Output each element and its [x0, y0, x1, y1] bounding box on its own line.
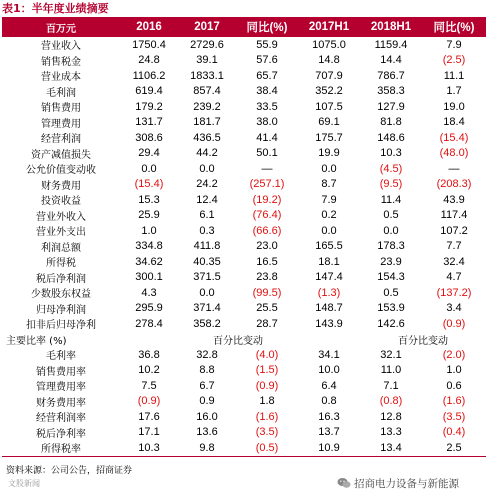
- table-cell: 0.3: [199, 224, 215, 237]
- table-cell: 50.1: [256, 147, 278, 160]
- ratio-section-header: [2, 332, 486, 348]
- brand-name: 招商电力设备与新能源: [354, 478, 459, 490]
- table-cell: (208.3): [436, 178, 472, 191]
- table-cell: 34.62: [135, 255, 163, 268]
- table-cell: 300.1: [135, 271, 163, 284]
- table-cell: (0.9): [137, 395, 161, 408]
- header-2017h1: 2017H1: [298, 17, 360, 37]
- table-cell: 154.3: [377, 271, 405, 284]
- table-cell: (137.2): [436, 286, 472, 299]
- table-cell: 39.1: [196, 54, 218, 67]
- table-cell: 38.4: [256, 85, 278, 98]
- table-cell: 6.7: [199, 379, 215, 392]
- table-cell: 10.0: [318, 364, 340, 377]
- table-cell: 24.2: [196, 178, 218, 191]
- table-cell: 358.3: [377, 85, 405, 98]
- table-cell: 41.4: [256, 131, 278, 144]
- table-cell: 23.0: [256, 240, 278, 253]
- footer-bar: [0, 476, 488, 492]
- table-row: [2, 285, 486, 301]
- row-label: 利润总额: [41, 242, 81, 254]
- table-cell: 25.5: [256, 302, 278, 315]
- table-cell: 143.9: [315, 317, 343, 330]
- table-row: [2, 177, 486, 193]
- table-cell: 178.3: [377, 240, 405, 253]
- table-cell: 29.4: [138, 147, 160, 160]
- row-label: 经营利润率: [36, 413, 86, 425]
- table-cell: 18.4: [443, 116, 465, 129]
- table-cell: (1.3): [317, 286, 341, 299]
- table-cell: 334.8: [135, 240, 163, 253]
- table-cell: 1075.0: [312, 38, 346, 51]
- watermark: 文股新闻: [8, 479, 40, 488]
- ratio-change-label-half: 百分比变动: [398, 335, 448, 347]
- table-cell: 16.0: [196, 410, 218, 423]
- table-cell: 239.2: [193, 100, 221, 113]
- table-cell: 0.0: [141, 162, 157, 175]
- table-cell: 142.6: [377, 317, 405, 330]
- table-cell: (257.1): [249, 178, 285, 191]
- header-unit: 百万元: [2, 17, 120, 37]
- table-cell: (1.6): [442, 395, 466, 408]
- table-cell: 9.8: [178, 440, 236, 456]
- table-cell: 4.7: [446, 271, 462, 284]
- ratio-row: [2, 378, 486, 394]
- table-cell: 32.4: [443, 255, 465, 268]
- row-label: 销售费用: [41, 103, 81, 115]
- table-cell: 4.3: [141, 286, 157, 299]
- table-cell: (0.8): [379, 395, 403, 408]
- table-cell: 23.9: [380, 255, 402, 268]
- table-cell: 278.4: [135, 317, 163, 330]
- blank-cell: [120, 332, 178, 348]
- table-row: [2, 254, 486, 270]
- table-cell: —: [448, 162, 460, 175]
- table-cell: 43.9: [443, 193, 465, 206]
- header-2018h1: 2018H1: [360, 17, 422, 37]
- table-cell: 308.6: [135, 131, 163, 144]
- table-cell: 0.5: [383, 209, 399, 222]
- ratio-change-label-annual: 百分比变动: [213, 335, 263, 347]
- table-cell: 8.7: [321, 178, 337, 191]
- table-cell: 13.3: [380, 426, 402, 439]
- table-cell: 81.8: [380, 116, 402, 129]
- row-label: 税后净利率: [36, 428, 86, 440]
- table-cell: 358.2: [193, 317, 221, 330]
- table-cell: 352.2: [315, 85, 343, 98]
- table-cell: 6.1: [199, 209, 215, 222]
- table-cell: 179.2: [135, 100, 163, 113]
- table-cell: 131.7: [135, 116, 163, 129]
- table-cell: 33.5: [256, 100, 278, 113]
- table-row: [2, 146, 486, 162]
- table-cell: 175.7: [315, 131, 343, 144]
- ratio-row: [2, 440, 486, 456]
- table-cell: 147.4: [315, 271, 343, 284]
- ratio-row: [2, 409, 486, 425]
- table-cell: 1.8: [259, 395, 275, 408]
- table-cell: (4.5): [379, 162, 403, 175]
- row-label: 营业外收入: [36, 211, 86, 223]
- table-cell: 11.0: [380, 364, 402, 377]
- row-label: 销售费用率: [36, 366, 86, 378]
- table-title: 表1：半年度业绩摘要: [2, 2, 109, 15]
- table-cell: 0.2: [321, 209, 337, 222]
- table-cell: 6.4: [321, 379, 337, 392]
- table-cell: 13.7: [318, 426, 340, 439]
- table-cell: (15.4): [439, 131, 469, 144]
- table-row: [2, 208, 486, 224]
- table-cell: 16.5: [256, 255, 278, 268]
- row-label: 投资收益: [41, 196, 81, 208]
- row-label: 财务费用: [41, 180, 81, 192]
- table-cell: (19.2): [252, 193, 282, 206]
- row-label: 管理费用: [41, 118, 81, 130]
- table-cell: 295.9: [135, 302, 163, 315]
- table-cell: 1.0: [141, 224, 157, 237]
- table-cell: (3.5): [255, 426, 279, 439]
- table-row: [2, 68, 486, 84]
- table-cell: 10.2: [138, 364, 160, 377]
- table-cell: 707.9: [315, 69, 343, 82]
- table-cell: (4.0): [255, 348, 279, 361]
- table-cell: 40.35: [193, 255, 221, 268]
- table-cell: 10.3: [120, 440, 178, 456]
- table-cell: (3.5): [442, 410, 466, 423]
- table-cell: 17.1: [138, 426, 160, 439]
- table-cell: (15.4): [134, 178, 164, 191]
- table-cell: 11.1: [443, 69, 465, 82]
- table-cell: 69.1: [318, 116, 340, 129]
- table-cell: (0.5): [236, 440, 298, 456]
- table-row: [2, 53, 486, 69]
- table-cell: 11.4: [380, 193, 402, 206]
- table-cell: 619.4: [135, 85, 163, 98]
- table-cell: 18.1: [318, 255, 340, 268]
- header-yoy-half: 同比(%): [422, 17, 486, 37]
- table-cell: 65.7: [256, 69, 278, 82]
- table-cell: 44.2: [196, 147, 218, 160]
- header-2016: 2016: [120, 17, 178, 37]
- table-cell: 1750.4: [132, 38, 166, 51]
- table-cell: (99.5): [252, 286, 282, 299]
- table-row: [2, 99, 486, 115]
- table-cell: 857.4: [193, 85, 221, 98]
- table-cell: 13.6: [196, 426, 218, 439]
- table-cell: 17.6: [138, 410, 160, 423]
- table-cell: 0.9: [199, 395, 215, 408]
- table-cell: 16.3: [318, 410, 340, 423]
- table-cell: 1159.4: [374, 38, 408, 51]
- table-cell: 2.5: [422, 440, 486, 456]
- table-cell: 25.9: [138, 209, 160, 222]
- table-cell: 19.9: [318, 147, 340, 160]
- table-cell: 32.1: [380, 348, 402, 361]
- header-yoy-annual: 同比(%): [236, 17, 298, 37]
- row-label: 管理费用率: [36, 382, 86, 394]
- table-cell: 7.7: [446, 240, 462, 253]
- table-body: [2, 37, 486, 456]
- ratio-row: [2, 425, 486, 441]
- table-cell: 107.5: [315, 100, 343, 113]
- table-cell: 32.8: [196, 348, 218, 361]
- row-label: 所得税率: [2, 440, 120, 456]
- row-label: 销售税金: [41, 56, 81, 68]
- table-cell: 153.9: [377, 302, 405, 315]
- table-row: [2, 301, 486, 317]
- table-cell: 436.5: [193, 131, 221, 144]
- financial-summary-table: [2, 17, 486, 457]
- table-cell: 0.0: [321, 224, 337, 237]
- table-cell: 2729.6: [190, 38, 224, 51]
- table-cell: 786.7: [377, 69, 405, 82]
- table-cell: 12.8: [380, 410, 402, 423]
- table-cell: (76.4): [252, 209, 282, 222]
- row-label: 扣非后归母净利: [26, 320, 96, 332]
- table-cell: 34.1: [318, 348, 340, 361]
- table-cell: 0.0: [199, 162, 215, 175]
- table-cell: —: [261, 162, 273, 175]
- table-cell: 0.6: [446, 379, 462, 392]
- table-cell: 14.4: [380, 54, 402, 67]
- table-cell: (0.9): [442, 317, 466, 330]
- row-label: 营业收入: [41, 41, 81, 53]
- table-cell: 148.7: [315, 302, 343, 315]
- table-cell: (0.4): [442, 426, 466, 439]
- table-cell: 7.1: [383, 379, 399, 392]
- table-cell: (2.0): [442, 348, 466, 361]
- wechat-icon: [337, 477, 351, 489]
- table-cell: 0.0: [383, 224, 399, 237]
- table-cell: 3.4: [446, 302, 462, 315]
- row-label: 财务费用率: [36, 397, 86, 409]
- row-label: 资产减值损失: [31, 149, 91, 161]
- table-cell: 15.3: [138, 193, 160, 206]
- table-cell: 411.8: [193, 240, 221, 253]
- table-cell: 7.9: [446, 38, 462, 51]
- table-cell: 117.4: [440, 209, 468, 222]
- table-row: [2, 37, 486, 53]
- table-row: [2, 223, 486, 239]
- table-cell: 165.5: [315, 240, 343, 253]
- table-cell: 7.9: [321, 193, 337, 206]
- table-cell: (1.6): [255, 410, 279, 423]
- ratio-section-label: 主要比率 (%): [6, 335, 67, 347]
- row-label: 归母净利润: [36, 304, 86, 316]
- table-cell: 0.5: [383, 286, 399, 299]
- table-cell: (0.9): [255, 379, 279, 392]
- table-cell: 1.0: [446, 364, 462, 377]
- ratio-row: [2, 363, 486, 379]
- table-cell: 12.4: [196, 193, 218, 206]
- table-row: [2, 316, 486, 332]
- table-cell: 1.7: [446, 85, 462, 98]
- row-label: 毛利率: [46, 351, 76, 363]
- table-cell: 55.9: [256, 38, 278, 51]
- table-cell: (66.6): [252, 224, 282, 237]
- table-row: [2, 130, 486, 146]
- table-cell: (48.0): [439, 147, 469, 160]
- table-cell: 13.4: [360, 440, 422, 456]
- ratio-row: [2, 347, 486, 363]
- row-label: 经营利润: [41, 134, 81, 146]
- table-row: [2, 192, 486, 208]
- row-label: 税后净利润: [36, 273, 86, 285]
- table-cell: 8.8: [199, 364, 215, 377]
- row-label: 公允价值变动收: [26, 165, 96, 177]
- table-row: [2, 270, 486, 286]
- table-cell: 10.3: [380, 147, 402, 160]
- table-cell: 57.6: [256, 54, 278, 67]
- table-cell: 1833.1: [190, 69, 224, 82]
- ratio-row: [2, 394, 486, 410]
- table-cell: 24.8: [138, 54, 160, 67]
- table-cell: 181.7: [193, 116, 221, 129]
- table-cell: 23.8: [256, 271, 278, 284]
- table-cell: 107.2: [440, 224, 468, 237]
- table-cell: (2.5): [442, 54, 466, 67]
- table-row: [2, 115, 486, 131]
- blank-cell: [298, 332, 360, 348]
- table-cell: 1106.2: [132, 69, 166, 82]
- table-cell: 7.5: [141, 379, 157, 392]
- table-cell: (9.5): [379, 178, 403, 191]
- table-cell: 148.6: [377, 131, 405, 144]
- table-row: [2, 84, 486, 100]
- table-cell: 19.0: [443, 100, 465, 113]
- row-label: 所得税: [46, 258, 76, 270]
- table-cell: 36.8: [138, 348, 160, 361]
- table-header-row: [2, 17, 486, 37]
- table-row: [2, 239, 486, 255]
- row-label: 营业成本: [41, 72, 81, 84]
- table-cell: 38.0: [256, 116, 278, 129]
- table-cell: 371.5: [193, 271, 221, 284]
- table-cell: 28.7: [256, 317, 278, 330]
- table-cell: 14.8: [318, 54, 340, 67]
- table-cell: (1.5): [255, 364, 279, 377]
- row-label: 营业外支出: [36, 227, 86, 239]
- table-cell: 0.8: [321, 395, 337, 408]
- table-cell: 0.0: [321, 162, 337, 175]
- table-cell: 127.9: [377, 100, 405, 113]
- row-label: 毛利润: [46, 87, 76, 99]
- header-2017: 2017: [178, 17, 236, 37]
- table-cell: 371.4: [193, 302, 221, 315]
- table-cell: 10.9: [298, 440, 360, 456]
- table-cell: 0.0: [199, 286, 215, 299]
- source-note: 资料来源：公司公告，招商证券: [6, 466, 133, 476]
- row-label: 少数股东权益: [31, 289, 91, 301]
- table-row: [2, 161, 486, 177]
